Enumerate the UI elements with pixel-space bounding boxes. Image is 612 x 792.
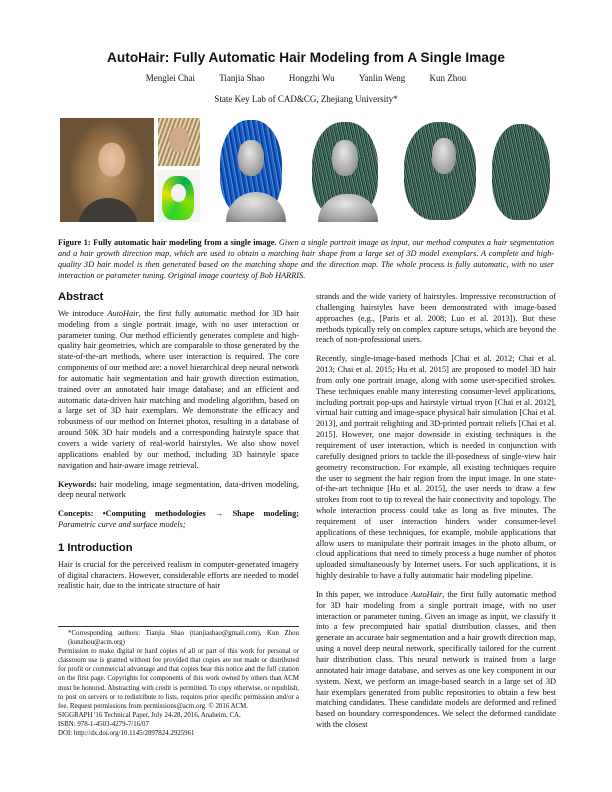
caption-label: Figure 1: bbox=[58, 238, 91, 247]
author-list bbox=[0, 73, 612, 83]
permission-note: Permission to make digital or hard copies of all or part of this work for personal or classroom use is granted without fee provided that copies are not made or distributed for profit or commercial advantage and that copies bear this notice and the full citation on the first page. Copyrights for components of this work owned by others than ACM must be honored. Abstracting with credit is permitted. To copy otherwise, or republish, to post on servers or to redistribute to lists, requires prior specific permission and/or a fee. Request permissions from permissions@acm.org. © 2016 ACM. bbox=[58, 648, 299, 710]
paper-title: AutoHair: Fully Automatic Hair Modeling from A Single Image bbox=[107, 50, 505, 65]
hair-direction-map-image bbox=[158, 170, 200, 222]
author-name: Tianjia Shao bbox=[219, 73, 265, 83]
conference-note: SIGGRAPH '16 Technical Paper, July 24-28, 2016, Anaheim, CA, bbox=[58, 711, 241, 719]
concepts bbox=[58, 509, 299, 531]
paragraph: Recently, single-image-based methods [Chai et al. 2012; Chai et al. 2013; Chai et al. 2015; Hu et al. 2015] are proposed to model 3D hair from only one portrait image, along with some user-specified strokes. These techniques enable many interesting consumer-level applications, including portrait pop-ups and hairstyle virtual tryon [Chai et al. 2012], virtual hair cutting and image-space physical hair simulation [Chai et al. 2013], and portrait relighting and 3D-printed portrait reliefs [Chai et al. 2015]. However, one major downside in existing techniques is the requirement of user interaction, which is needed in conjunction with carefully designed priors to tackle the ill-posedness of single-view hair geometry reconstruction. For example, all existing techniques require the user to segment the hair region from the input image. In one state-of-the-art technique [Hu et al. 2015], the user needs to draw a few strokes from root to tip to reveal the hair connectivity and topology. The whole interaction process could take as long as five minutes. The requirement of user interaction hinders wider consumer-level applications of these techniques, for example, mobile applications that allow users to manipulate their portrait images in the photo album, or cloud applications that need to timely process a huge number of photos uploaded simultaneously by Internet users. For such applications, it is highly desirable to have a fully automatic hair modeling pipeline. bbox=[316, 354, 556, 581]
abstract-text-start: We introduce bbox=[58, 308, 108, 318]
hair-strand-model-side-render bbox=[392, 118, 490, 222]
affiliation: State Key Lab of CAD&CG, Zhejiang University* bbox=[214, 94, 398, 104]
author-name: Menglei Chai bbox=[145, 73, 195, 83]
footnote bbox=[58, 626, 299, 738]
abstract-text-body: , the first fully automatic method for 3D hair modeling from a single portrait image, with no user interaction or parameter tuning. Our method efficiently generates complete and high-quality hair geometries, which are comparable to those generated by the state-of-the-art methods, where user interaction is required. The core components of our method are: a novel hierarchical deep neural network for automatic hair segmentation and hair growth direction estimation, trained over an annotated hair image database; and an efficient and automatic data-driven hair matching and modeling algorithm, based on a large set of 3D hair exemplars. We demonstrate the efficacy and robustness of our method on Internet photos, resulting in a database of around 50K 3D hair models and a corresponding hairstyle space that covers a wide variety of real-world hairstyles. We also show novel applications enabled by our method, including 3D hairstyle space navigation and hair-aware image retrieval. bbox=[58, 308, 299, 470]
keywords-label: Keywords: bbox=[58, 479, 97, 489]
abstract-text bbox=[58, 309, 299, 472]
hair-segmentation-image bbox=[158, 118, 200, 166]
concepts-bold: •Computing methodologies → Shape modeling; bbox=[102, 509, 299, 519]
doi-note: DOI: http://dx.doi.org/10.1145/2897824.2925961 bbox=[58, 730, 195, 738]
input-portrait-image bbox=[60, 118, 154, 222]
hair-strand-model-render bbox=[300, 118, 392, 222]
right-column bbox=[316, 292, 556, 739]
concepts-italic: Parametric curve and surface models; bbox=[58, 520, 186, 530]
author-name: Hongzhi Wu bbox=[288, 73, 335, 83]
method-name: AutoHair bbox=[107, 308, 139, 318]
introduction-text: Hair is crucial for the perceived realism in computer-generated imagery of digital characters. However, considerable efforts are needed to model realistic hair, due to the intricate structure of hair bbox=[58, 559, 299, 591]
author-name: Yanlin Weng bbox=[358, 73, 406, 83]
caption-text: Given a single portrait image as input, our method computes a hair segmentation and a hair growth direction map, which are used to obtain a matching hair shape from a large set of 3D model exemplars. A complete and high-quality 3D hair model is then generated based on the matching shape and the direction map. The whole process is fully automatic, with no user interaction or parameter tuning. Original image courtesy of Bob HARRIS. bbox=[58, 238, 554, 280]
concepts-label: Concepts: bbox=[58, 509, 94, 519]
caption-bold: Fully automatic hair modeling from a single image. bbox=[93, 238, 277, 247]
paragraph bbox=[316, 590, 556, 731]
left-column bbox=[58, 292, 299, 600]
corresponding-authors-note: *Corresponding authors: Tianjia Shao (tianjiashao@gmail.com), Kun Zhou (kunzhou@acm.org) bbox=[68, 630, 299, 647]
keywords bbox=[58, 480, 299, 502]
hair-strand-model-back-render bbox=[490, 118, 554, 222]
method-name: AutoHair bbox=[410, 589, 443, 599]
paragraph: strands and the wide variety of hairstyles. Impressive reconstruction of challenging hairstyles have been demonstrated with image-based approaches (e.g., [Paris et al. 2008; Luo et al. 2013]). But these methods typically rely on complex capture setups, which are beyond the reach of non-professional users. bbox=[316, 292, 556, 345]
keywords-text: hair modeling, image segmentation, data-driven modeling, deep neural network bbox=[58, 479, 299, 500]
paragraph-body: , the first fully automatic method for 3D hair modeling from a single portrait image, with no user interaction or parameter tuning. Given an image as input, we classify it into a few precomputed hair spatial distribution classes, and then generate an accurate hair segmentation and a hair growth direction map, using a novel deep neural network, specifically tailored for the current hair distribution class. This neural network is trained from a large annotated hair image database, and serves as one key component in our system. Next, we perform an image-based search in a large set of 3D hair exemplars generated from public repositories to obtain a few best matching candidates. These candidate models are deformed and refined based on boundary correspondences. We select the deformed candidate with the closest bbox=[316, 589, 556, 730]
paragraph-start: In this paper, we introduce bbox=[316, 589, 411, 599]
introduction-heading: 1 Introduction bbox=[58, 541, 133, 554]
figure-caption bbox=[58, 238, 554, 282]
abstract-heading: Abstract bbox=[58, 291, 104, 303]
matched-hair-model-render bbox=[206, 118, 298, 222]
isbn-note: ISBN: 978-1-4503-4279-7/16/07 bbox=[58, 720, 149, 728]
author-name: Kun Zhou bbox=[429, 73, 467, 83]
